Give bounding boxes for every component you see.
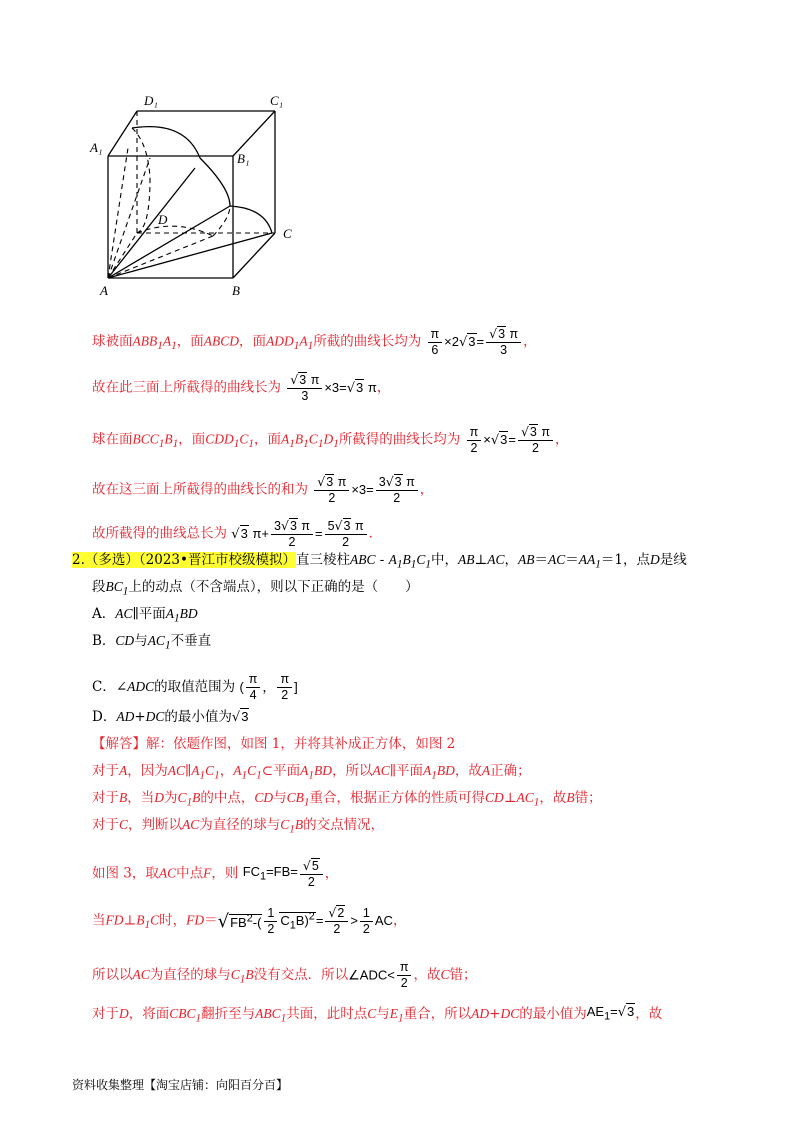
footer-note: 资料收集整理【淘宝店铺：向阳百分百】 xyxy=(72,1078,289,1092)
label-c1: C₁ xyxy=(270,93,284,108)
solution-c-fig3: 如图 3，取AC中点F，则 $FC_1=FB=$ $\frac{√5}{2}$ ， xyxy=(92,858,339,889)
option-c: C．∠ADC的取值范围为 ( $\frac{\pi}{4}$ ， $\frac{\pi}{2}$ ] xyxy=(92,672,298,702)
label-a1: A₁ xyxy=(90,140,103,155)
solution-b: 对于B，当D为$C_1B$的中点，CD与$CB_1$重合，根据正方体的性质可得$CD\perp AC_1$，故B错； xyxy=(92,790,602,809)
cube-figure xyxy=(80,88,310,303)
solution-label: 【解答】 xyxy=(92,736,146,752)
solution-header: 【解答】解：依题作图，如图 1，并将其补成正方体，如图 2 xyxy=(92,736,456,752)
option-a: A．AC∥平面$A_1BD$ xyxy=(92,606,198,625)
label-a: A xyxy=(100,283,108,298)
option-b: B．CD与$AC_1$不垂直 xyxy=(92,633,212,652)
solution-d: 对于D，将面$CBC_1$翻折至与$ABC_1$共面，此时点C与$E_1$重合，所以AD+DC的最小值为$AE_1=√3$，故 xyxy=(92,1004,663,1025)
problem-2-stem-line-2: 段$BC_1$上的动点（不含端点），则以下正确的是（ ） xyxy=(92,579,419,598)
problem-tag: （多选）（2023•晋江市校级模拟） xyxy=(84,552,296,568)
label-b: B xyxy=(232,283,240,298)
label-d: D xyxy=(158,212,168,227)
solution-line-5: 故所截得的曲线总长为 √3 π+ $\frac{3√3 \pi}{2}$ = $\frac{5√3 \pi}{2}$ ． xyxy=(92,518,383,549)
problem-2-stem-line-1: 2.（多选）（2023•晋江市校级模拟）直三棱柱ABC - $A_1B_1C_1$中，AB⊥AC，$AB=AC=AA_1=1$，点D是线 xyxy=(72,552,687,571)
label-b1: B₁ xyxy=(237,151,250,166)
solution-line-3: 球在面$BCC_1B_1$，面$CDD_1C_1$，面$A_1B_1C_1D_1$所截得的曲线长均为 $\frac{\pi}{2}$ ×√3= $\frac{√3 \pi}{2}$ ， xyxy=(92,424,569,455)
solution-c-fd: 当$FD\perp B_1C$时，$FD=√FB^2-$( $\frac{1}{2}$ $C_1B)^2=$ $\frac{√2}{2}$ > $\frac{1}{2}$ AC， xyxy=(92,905,407,936)
label-c: C xyxy=(283,226,292,241)
problem-number: 2. xyxy=(72,552,85,568)
option-d: D．AD+DC的最小值为√3 xyxy=(92,709,249,725)
label-d1: D₁ xyxy=(144,93,158,108)
solution-line-1: 球被面$ABB_1A_1$，面ABCD，面$ADD_1A_1$所截的曲线长均为 $\frac{\pi}{6}$ ×2√3= $\frac{√3 \pi}{3}$ ， xyxy=(92,326,537,357)
solution-line-2: 故在此三面上所截得的曲线长为 $\frac{√3 \pi}{3}$ ×3=√3 π， xyxy=(92,372,391,403)
solution-c: 对于C，判断以AC为直径的球与$C_1B$的交点情况， xyxy=(92,817,385,836)
solution-line-4: 故在这三面上所截得的曲线长的和为 $\frac{√3 \pi}{2}$ ×3= $\frac{3√3 \pi}{2}$ ， xyxy=(92,474,434,505)
solution-a: 对于A，因为$AC\parallel A_1C_1$，$A_1C_1\subset$平面$A_1BD$，所以AC∥平面$A_1BD$，故A正确； xyxy=(92,763,531,782)
solution-c-conclusion: 所以以AC为直径的球与$C_1B$没有交点．所以∠ADC< $\frac{\pi}{2}$ ，故C错； xyxy=(92,960,477,990)
